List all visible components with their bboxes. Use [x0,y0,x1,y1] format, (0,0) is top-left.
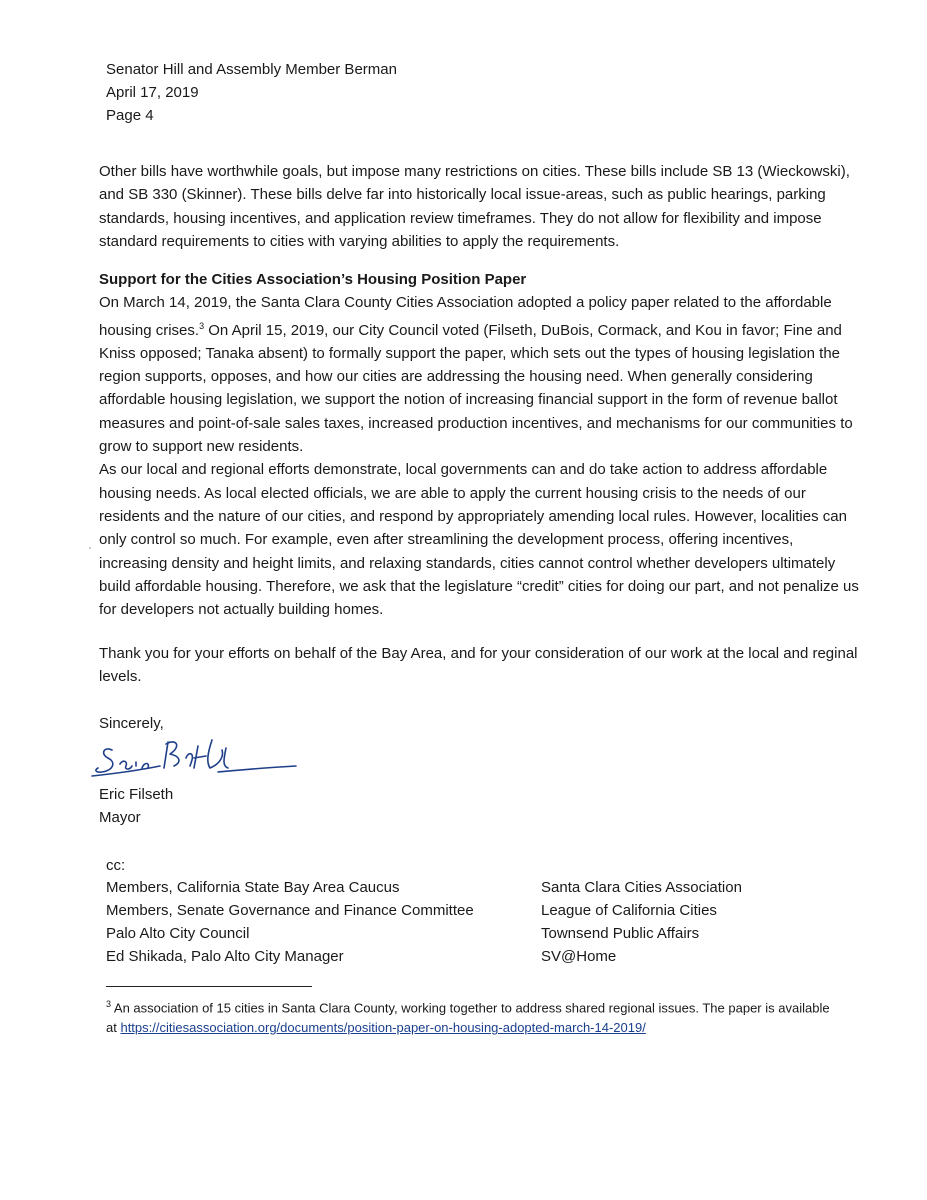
letter-date: April 17, 2019 [106,84,199,101]
thanks-paragraph: Thank you for your efforts on behalf of the Bay Area, and for your consideration of our work at the local and reginal levels. [99,645,858,686]
letter-header [106,58,397,127]
cc-label: cc: [106,857,126,874]
cc-recipient: Townsend Public Affairs [541,925,700,942]
position-paper-link[interactable]: https://citiesassociation.org/documents/position-paper-on-housing-adopted-march-14-2019/ [120,1020,646,1036]
housing-position-section [99,268,859,621]
cc-recipient: Members, Senate Governance and Finance Committee [106,902,474,919]
signer-block [99,783,173,829]
salutation: Sincerely, [99,715,164,732]
signer-name: Eric Filseth [99,786,174,803]
cc-recipient: Santa Clara Cities Association [541,879,742,896]
local-efforts-paragraph: As our local and regional efforts demonstrate, local governments can and do take action to address affordable housing needs. As local elected officials, we are able to apply the current housing crisis to the needs of our residents and the nature of our cities, and respond by appropriately amending local rules. However, localities can only control so much. For example, even after streamlining the development process, offering incentives, increasing density and height limits, and relaxing standards, cities cannot control whether developers ultimately build affordable housing. Therefore, we ask that the legislature “credit” cities for doing our part, and not penalize us for developers not actually building homes. [99,461,859,619]
cc-recipient: Palo Alto City Council [106,925,250,942]
footnote-marker: 3 [106,999,112,1009]
footnote-divider [106,986,312,987]
handwritten-signature [90,728,310,788]
cc-recipient: League of California Cities [541,902,717,919]
footnote-reference: 3 [199,320,205,331]
cc-recipient: Ed Shikada, Palo Alto City Manager [106,948,344,965]
section-heading: Support for the Cities Association’s Housing Position Paper [99,271,527,288]
support-paragraph [99,291,859,458]
page-number: Page 4 [106,107,154,124]
cc-list-left [106,876,474,968]
cc-recipient: SV@Home [541,948,617,965]
support-text-b: On April 15, 2019, our City Council voted (Filseth, DuBois, Cormack, and Kou in favor; Fine and Kniss opposed; Tanaka absent) to formally support the paper, which sets out the types of housing legislation the region supports, opposes, and how our cities are addressing the housing need. When generally considering affordable housing legislation, we support the notion of increasing financial support in the form of revenue ballot measures and point-of-sale sales taxes, increased production incentives, and mechanisms for our communities to grow to support new residents. [99,321,853,456]
support-text-a: On March 14, 2019, the Santa Clara County Cities Association adopted a policy paper related to the affordable housing crises. [99,294,832,339]
scan-speck [89,547,91,549]
footnote [106,994,836,1038]
signer-title: Mayor [99,809,141,826]
cc-recipient: Members, California State Bay Area Caucus [106,879,400,896]
other-bills-paragraph: Other bills have worthwhile goals, but impose many restrictions on cities. These bills include SB 13 (Wieckowski), and SB 330 (Skinner). These bills delve far into historically local issue-areas, such as public hearings, parking standards, housing incentives, and application review timeframes. They do not allow for flexibility and impose standard requirements to cities with varying abilities to apply the requirements. [99,163,850,250]
cc-list-right [541,876,742,968]
footnote-text: An association of 15 cities in Santa Clara County, working together to address shared regional issues. The paper is available at [106,1000,830,1036]
recipients-line: Senator Hill and Assembly Member Berman [106,61,397,78]
